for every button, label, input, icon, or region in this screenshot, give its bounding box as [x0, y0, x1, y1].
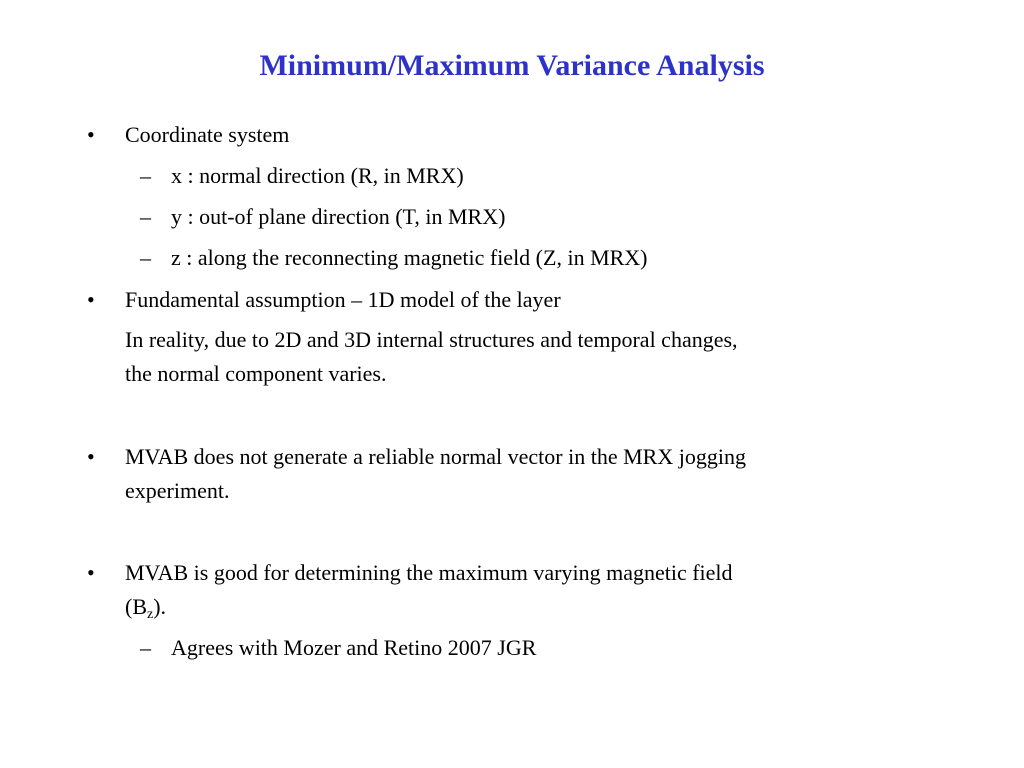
- continuation-line: the normal component varies.: [125, 361, 387, 386]
- bullet-mvab-good-line2: [125, 590, 166, 624]
- bullet-marker: •: [87, 122, 95, 147]
- bullet-fundamental-assumption: Fundamental assumption – 1D model of the layer: [125, 287, 561, 312]
- dash-marker: –: [140, 635, 151, 660]
- subscript-z: z: [147, 607, 154, 622]
- bullet-mvab-normal-line1: MVAB does not generate a reliable normal vector in the MRX jogging: [125, 444, 746, 469]
- sub-bullet-y-axis: y : out-of plane direction (T, in MRX): [171, 204, 506, 229]
- bullet-coordinate-system: Coordinate system: [125, 122, 290, 147]
- dash-marker: –: [140, 163, 151, 188]
- text-prefix: (B: [125, 594, 147, 619]
- dash-marker: –: [140, 245, 151, 270]
- bullet-marker: •: [87, 560, 95, 585]
- bullet-marker: •: [87, 444, 95, 469]
- bullet-marker: •: [87, 287, 95, 312]
- sub-bullet-z-axis: z : along the reconnecting magnetic field (Z, in MRX): [171, 245, 648, 270]
- sub-bullet-mozer-retino: Agrees with Mozer and Retino 2007 JGR: [171, 635, 537, 660]
- bullet-mvab-normal-line2: experiment.: [125, 478, 230, 503]
- bullet-mvab-good-line1: MVAB is good for determining the maximum varying magnetic field: [125, 560, 733, 585]
- text-suffix: ).: [153, 594, 167, 619]
- dash-marker: –: [140, 204, 151, 229]
- slide-title: Minimum/Maximum Variance Analysis: [259, 49, 765, 82]
- continuation-line: In reality, due to 2D and 3D internal structures and temporal changes,: [125, 327, 738, 352]
- sub-bullet-x-axis: x : normal direction (R, in MRX): [171, 163, 464, 188]
